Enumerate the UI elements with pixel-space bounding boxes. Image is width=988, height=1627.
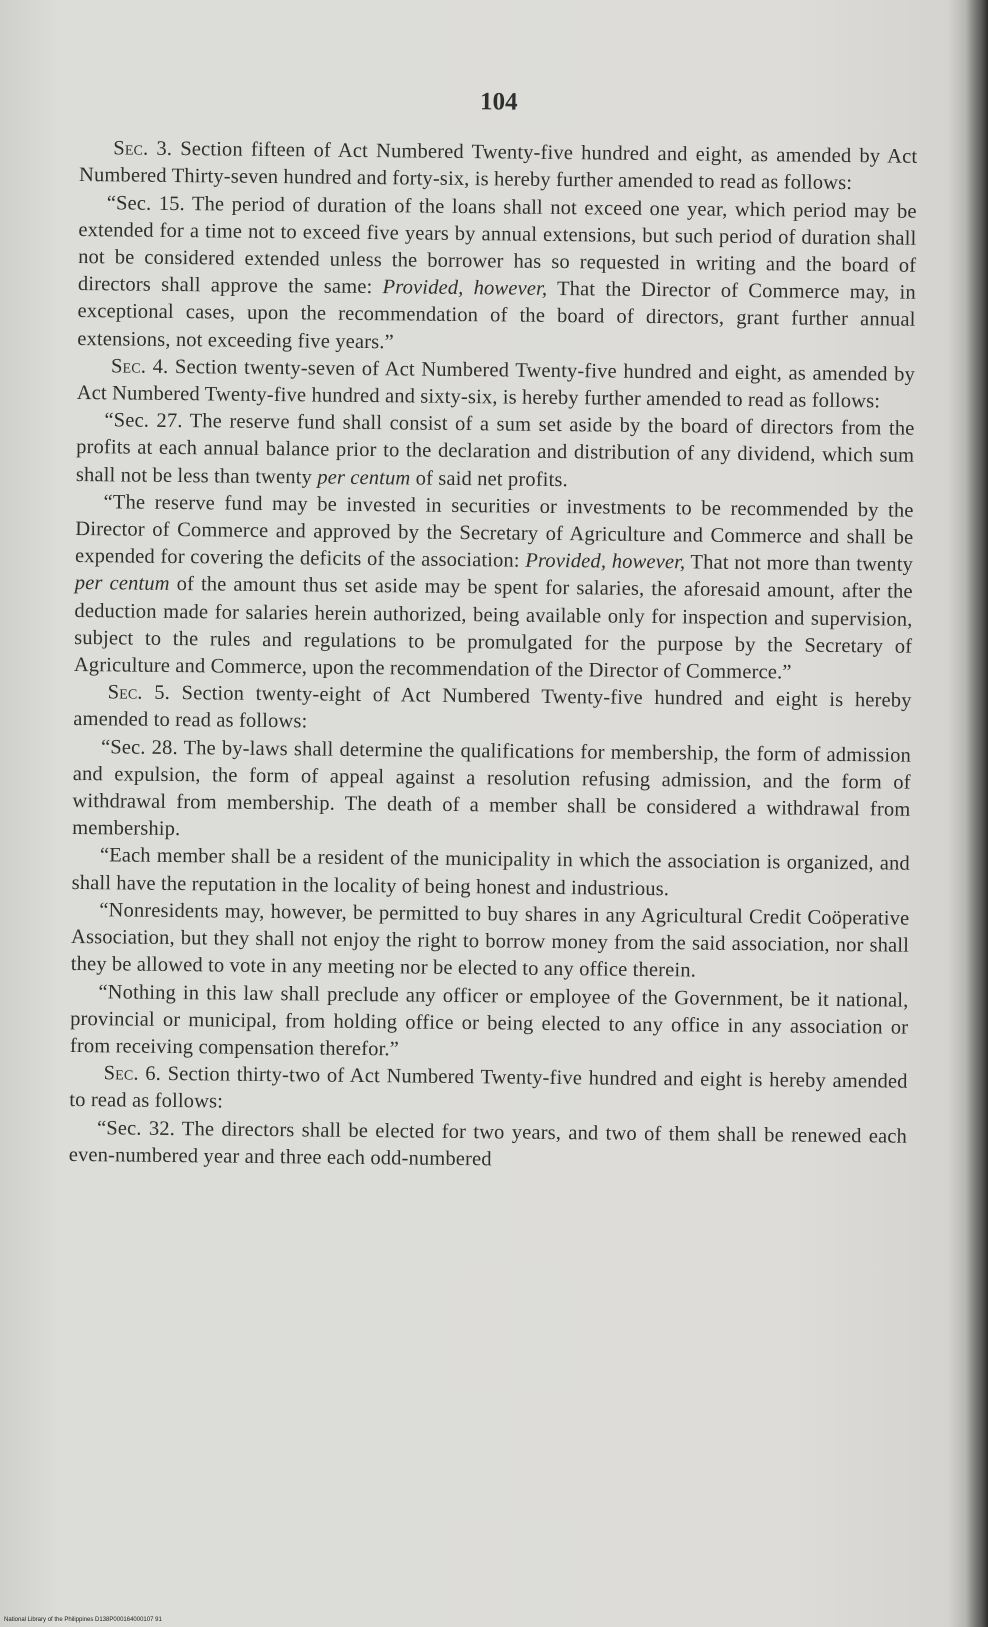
italic-text: Provided, however, <box>382 276 548 301</box>
section-label: Sec. 6. <box>103 1062 162 1086</box>
paragraph-p7 <box>72 734 911 852</box>
document-body <box>69 135 918 1177</box>
italic-text: per centum <box>74 572 170 596</box>
paragraph-text: “The reserve fund may be invested in securities or investments to be recommended by the Director of Commerce and approved by the Secretary of Agriculture and Commerce and shall be expended for covering the deficits of the association: <box>74 491 914 572</box>
paragraph-text: “Sec. 32. The directors shall be elected for two years, and two of them shall be renewed each even-numbered year and three each odd-numbered <box>68 1116 908 1171</box>
paragraph-text: Section twenty-eight of Act Numbered Twenty-five hundred and eight is hereby amended to read as follows: <box>73 682 912 733</box>
paragraph-p8 <box>71 842 910 905</box>
paragraph-p10 <box>70 978 909 1068</box>
paragraph-p3 <box>77 353 916 416</box>
paragraph-text: “Nothing in this law shall preclude any officer or employee of the Government, be it national, provincial or municipal, from holding office or being elected to any office in any association or from receiving compensation therefor.” <box>69 980 909 1061</box>
paragraph-text: “Sec. 15. The period of duration of the loans shall not exceed one year, which period may be extended for a time not to exceed five years by annual extensions, but such period of duration shall not be considered extended unless the borrower has so requested in writing and the board of directors shall approve the same: <box>77 191 917 299</box>
paragraph-p4 <box>76 407 915 497</box>
paragraph-text: That the Director of Commerce may, in exceptional cases, upon the recommendation of the board of directors, grant further annual extensions, not exceeding five years.” <box>77 278 916 353</box>
paragraph-text: of the amount thus set aside may be spent for salaries, the aforesaid amount, after the deduction made for salaries herein authorized, being available only for inspection and supervision, subject to the rules and regulations to be promulgated for the purpose by the Secretary of Agriculture and Commerce, upon the recommendation of the Director of Commerce.” <box>73 573 913 684</box>
paragraph-p2 <box>77 190 917 362</box>
paragraph-p11 <box>69 1060 908 1123</box>
paragraph-p5 <box>74 489 914 688</box>
paragraph-text: of said net profits. <box>410 467 568 491</box>
italic-text: Provided, however, <box>525 549 686 574</box>
paragraph-text: That not more than twenty <box>685 551 914 576</box>
section-label: Sec. 4. <box>110 355 169 378</box>
paragraph-text: “Nonresidents may, however, be permitted to buy shares in any Agricultural Credit Coöperative Association, but they shall not enjoy the right to borrow money from the said association, nor shall they be allowed to vote in any meeting nor be elected to any office therein. <box>70 899 910 982</box>
paragraph-text: “Each member shall be a resident of the municipality in which the association is organized, and shall have the reputation in the locality of being honest and industrious. <box>71 844 910 900</box>
paragraph-p9 <box>71 897 910 987</box>
document-page <box>69 84 918 1178</box>
italic-text: per centum <box>317 466 411 490</box>
paragraph-text: “Sec. 28. The by-laws shall determine the qualifications for membership, the form of admission and expulsion, the form of appeal against a resolution refusing admission, and the form of withdrawal from membership. The death of a member shall be considered a withdrawal from membership. <box>72 735 912 841</box>
paragraph-text: Section twenty-seven of Act Numbered Twenty-five hundred and eight, as amended by Act Numbered Twenty-five hundred and sixty-six, is hereby further amended to read as follows: <box>76 355 916 413</box>
section-label: Sec. 3. <box>113 137 173 161</box>
paragraph-p12 <box>69 1114 908 1177</box>
paragraph-text: Section fifteen of Act Numbered Twenty-five hundred and eight, as amended by Act Numbered Thirty-seven hundred and forty-six, is hereby further amended to read as follows: <box>78 138 918 195</box>
paragraph-p6 <box>73 679 912 742</box>
scan-footer-label: National Library of the Philippines D138P000164000107 91 <box>4 1617 162 1623</box>
section-label: Sec. 5. <box>107 681 171 705</box>
book-spine-shadow <box>966 0 988 1627</box>
paragraph-text: “Sec. 27. The reserve fund shall consist of a sum set aside by the board of directors from the profits at each annual balance prior to the declaration and distribution of any dividend, which sum shall not be less than twenty <box>75 409 915 489</box>
page-number: 104 <box>479 88 518 116</box>
paragraph-p1 <box>79 135 918 198</box>
paragraph-text: Section thirty-two of Act Numbered Twenty-five hundred and eight is hereby amended to read as follows: <box>69 1063 908 1113</box>
